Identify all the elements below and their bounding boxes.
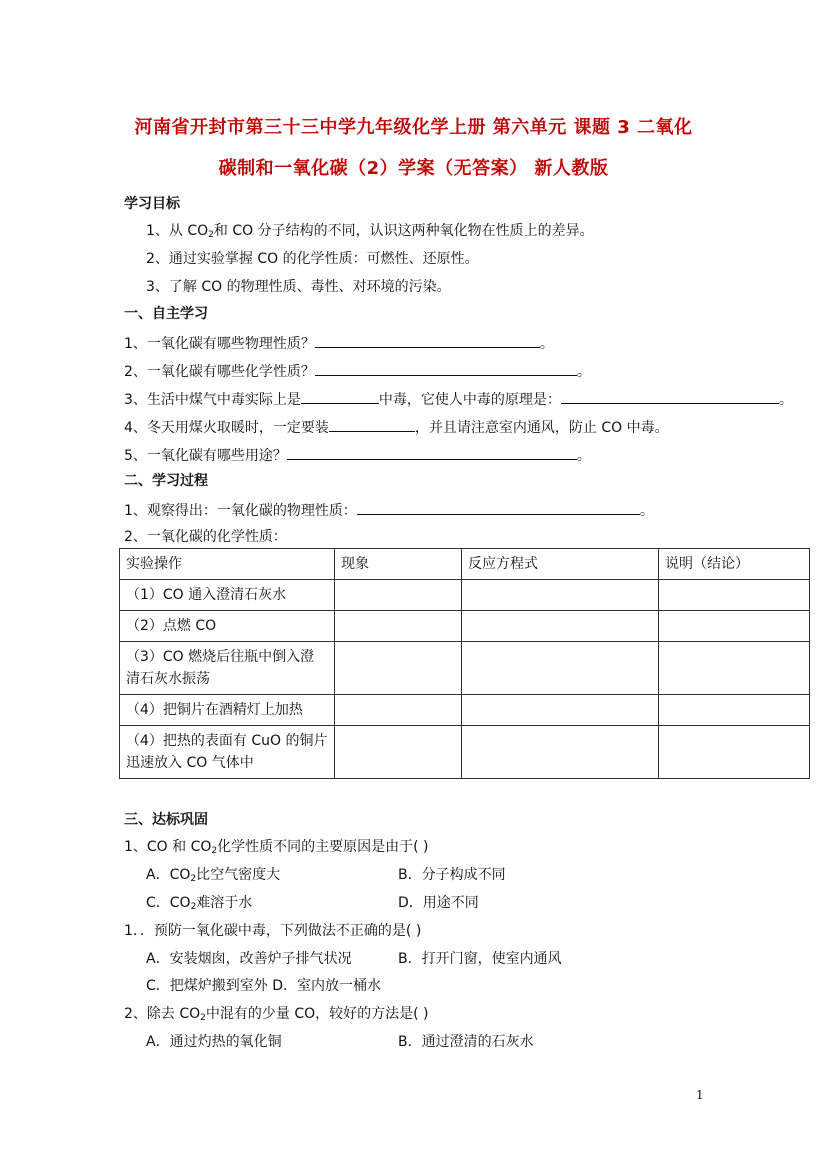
table-header-row [120, 549, 810, 580]
table-row [120, 695, 810, 726]
row-operation: （4）把铜片在酒精灯上加热 [120, 695, 335, 726]
answer-blank[interactable] [357, 500, 640, 515]
answer-blank[interactable] [315, 361, 577, 376]
table-row [120, 611, 810, 642]
goal-3: 3、了解 CO 的物理性质、毒性、对环境的污染。 [146, 279, 451, 295]
answer-blank[interactable] [301, 389, 379, 404]
answer-blank[interactable] [315, 333, 540, 348]
row-cell[interactable] [335, 611, 462, 642]
s2-item-2: 2、一氧化碳的化学性质： [124, 529, 287, 545]
row-cell[interactable] [659, 695, 810, 726]
header-phenomenon: 现象 [335, 549, 462, 580]
option-cd[interactable]: C．把煤炉搬到室外 D．室内放一桶水 [146, 978, 382, 994]
goal-1: 1、从 $CO_2$和 CO 分子结构的不同，认识这两种氧化物在性质上的差异。 [146, 223, 594, 240]
document-title-line2: 碳制和一氧化碳（2）学案（无答案） 新人教版 [218, 158, 609, 179]
row-cell[interactable] [659, 726, 810, 779]
row-cell[interactable] [335, 642, 462, 695]
row-cell[interactable] [659, 611, 810, 642]
s2-item-1: 1、观察得出：一氧化碳的物理性质： 。 [124, 500, 654, 520]
row-cell[interactable] [462, 611, 659, 642]
option-b[interactable]: B．打开门窗，使室内通风 [398, 951, 562, 967]
section-1-heading: 一、自主学习 [124, 306, 208, 322]
answer-blank[interactable] [329, 417, 415, 432]
section-2-heading: 二、学习过程 [124, 473, 208, 489]
table-row [120, 726, 810, 779]
option-a[interactable]: A．安装烟囱，改善炉子排气状况 [146, 951, 352, 967]
header-equation: 反应方程式 [462, 549, 659, 580]
header-operation: 实验操作 [120, 549, 335, 580]
header-conclusion: 说明（结论） [659, 549, 810, 580]
option-a[interactable]: A．$CO_2$比空气密度大 [146, 867, 281, 884]
s1-question-3: 3、生活中煤气中毒实际上是 中毒，它使人中毒的原理是： 。 [124, 389, 793, 409]
s1-question-5: 5、一氧化碳有哪些用途？ 。 [124, 445, 591, 465]
row-cell[interactable] [659, 642, 810, 695]
row-operation: （2）点燃 CO [120, 611, 335, 642]
row-cell[interactable] [659, 580, 810, 611]
s1-question-1: 1、一氧化碳有哪些物理性质？ 。 [124, 333, 554, 353]
row-cell[interactable] [462, 580, 659, 611]
s3-question-2: 1．．预防一氧化碳中毒，下列做法不正确的是( ) [124, 923, 422, 939]
section-3-heading: 三、达标巩固 [124, 812, 208, 828]
row-cell[interactable] [462, 695, 659, 726]
s3-question-1: 1、CO 和 $CO_2$化学性质不同的主要原因是由于( ) [124, 839, 429, 856]
option-b[interactable]: B．分子构成不同 [398, 867, 506, 883]
row-cell[interactable] [462, 726, 659, 779]
row-cell[interactable] [335, 726, 462, 779]
row-cell[interactable] [335, 580, 462, 611]
experiment-table [119, 548, 810, 779]
row-cell[interactable] [335, 695, 462, 726]
s1-question-4: 4、冬天用煤火取暖时，一定要装 ，并且请注意室内通风，防止 CO 中毒。 [124, 417, 669, 437]
s1-question-2: 2、一氧化碳有哪些化学性质？ 。 [124, 361, 591, 381]
option-d[interactable]: D．用途不同 [398, 895, 479, 911]
option-b[interactable]: B．通过澄清的石灰水 [398, 1034, 534, 1050]
answer-blank[interactable] [287, 445, 577, 460]
goals-heading: 学习目标 [124, 196, 180, 212]
option-a[interactable]: A．通过灼热的氧化铜 [146, 1034, 282, 1050]
row-operation: （4）把热的表面有 CuO 的铜片迅速放入 CO 气体中 [120, 726, 335, 779]
answer-blank[interactable] [561, 389, 779, 404]
goal-2: 2、通过实验掌握 CO 的化学性质：可燃性、还原性。 [146, 251, 479, 267]
row-operation: （3）CO 燃烧后往瓶中倒入澄清石灰水振荡 [120, 642, 335, 695]
document-title-line1: 河南省开封市第三十三中学九年级化学上册 第六单元 课题 3 二氧化 [134, 117, 693, 138]
page-number: 1 [696, 1088, 704, 1102]
table-row [120, 642, 810, 695]
row-operation: （1）CO 通入澄清石灰水 [120, 580, 335, 611]
option-c[interactable]: C．$CO_2$难溶于水 [146, 895, 253, 912]
table-row [120, 580, 810, 611]
s3-question-3: 2、除去 $CO_2$中混有的少量 CO，较好的方法是( ) [124, 1006, 429, 1023]
row-cell[interactable] [462, 642, 659, 695]
